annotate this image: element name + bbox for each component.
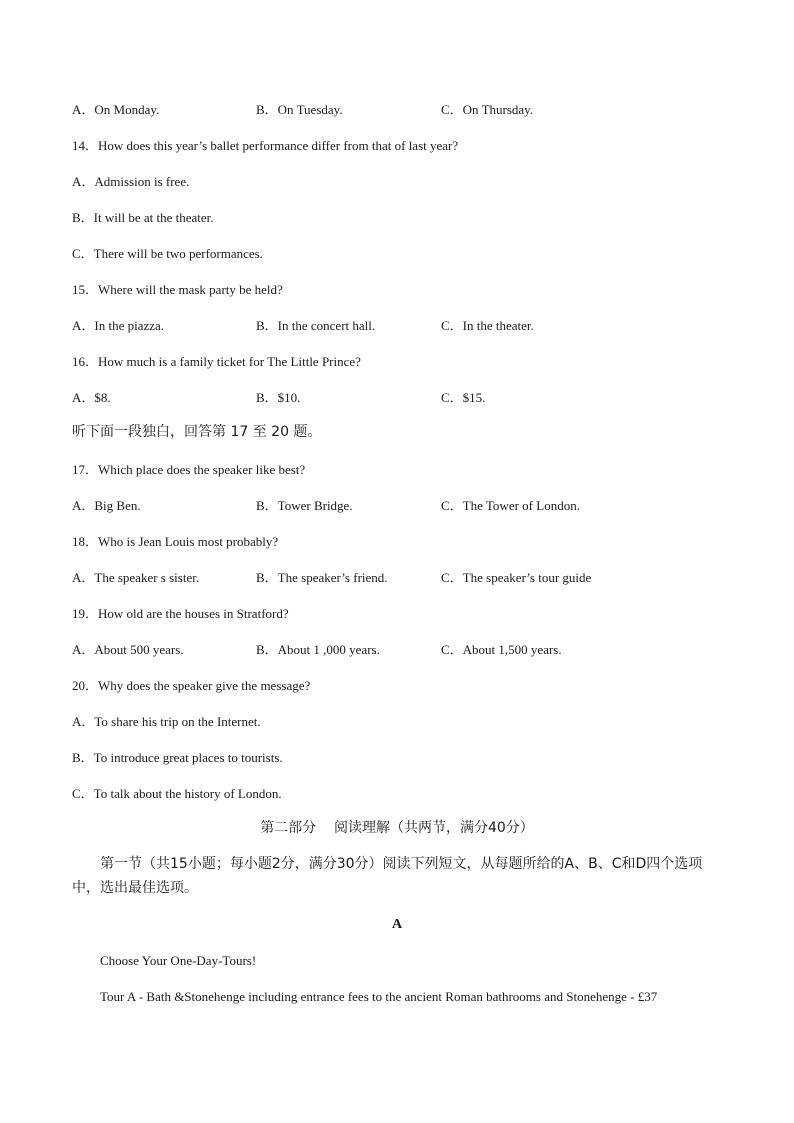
q17-option-c: C．The Tower of London. — [441, 498, 580, 513]
section-one-instruction: 第一节（共15小题；每小题2分，满分30分）阅读下列短文，从每题所给的A、B、C和D四个选项中，选出最佳选项。 — [72, 856, 703, 896]
q14-option-a: A．Admission is free. — [72, 174, 190, 189]
q17-option-b: B．Tower Bridge. — [256, 498, 353, 513]
q14-stem: 14．How does this year’s ballet performance differ from that of last year? — [72, 138, 459, 153]
q18-option-b: B．The speaker’s friend. — [256, 570, 388, 585]
q14-option-c: C．There will be two performances. — [72, 246, 263, 261]
q16-stem: 16．How much is a family ticket for The Little Prince? — [72, 354, 361, 369]
q13-option-c: C．On Thursday. — [441, 102, 534, 117]
q14-option-b: B．It will be at the theater. — [72, 210, 214, 225]
q15-options — [72, 318, 722, 334]
q17-stem: 17．Which place does the speaker like best? — [72, 462, 306, 477]
monologue-instruction: 听下面一段独白，回答第 17 至 20 题。 — [72, 424, 322, 440]
q19-stem: 19．How old are the houses in Stratford? — [72, 606, 289, 621]
q18-option-a: A．The speaker s sister. — [72, 570, 200, 585]
q18-stem: 18．Who is Jean Louis most probably? — [72, 534, 279, 549]
passage-title: Choose Your One-Day-Tours! — [100, 953, 257, 968]
q15-stem: 15．Where will the mask party be held? — [72, 282, 283, 297]
q19-option-c: C．About 1,500 years. — [441, 642, 562, 657]
q16-option-c: C．$15. — [441, 390, 486, 405]
q20-option-b: B．To introduce great places to tourists. — [72, 750, 283, 765]
q15-option-b: B．In the concert hall. — [256, 318, 376, 333]
q18-options — [72, 570, 722, 586]
q13-option-b: B．On Tuesday. — [256, 102, 343, 117]
q18-option-c: C．The speaker’s tour guide — [441, 570, 592, 585]
q13-option-a: A．On Monday. — [72, 102, 160, 117]
q19-option-a: A．About 500 years. — [72, 642, 184, 657]
q19-options — [72, 642, 722, 658]
q13-options — [72, 102, 722, 118]
q16-option-a: A．$8. — [72, 390, 111, 405]
q17-options — [72, 498, 722, 514]
q19-option-b: B．About 1 ,000 years. — [256, 642, 380, 657]
q15-option-a: A．In the piazza. — [72, 318, 165, 333]
q20-option-a: A．To share his trip on the Internet. — [72, 714, 261, 729]
passage-label: A — [391, 917, 403, 932]
q15-option-c: C．In the theater. — [441, 318, 534, 333]
q17-option-a: A．Big Ben. — [72, 498, 141, 513]
tour-a-description: Tour A - Bath &Stonehenge including entrance fees to the ancient Roman bathrooms and Stonehenge - £37 — [100, 989, 658, 1004]
q16-option-b: B．$10. — [256, 390, 301, 405]
part-two-title: 第二部分 阅读理解（共两节，满分40分） — [260, 820, 534, 836]
q20-option-c: C．To talk about the history of London. — [72, 786, 282, 801]
q20-stem: 20．Why does the speaker give the message? — [72, 678, 311, 693]
q16-options — [72, 390, 722, 406]
